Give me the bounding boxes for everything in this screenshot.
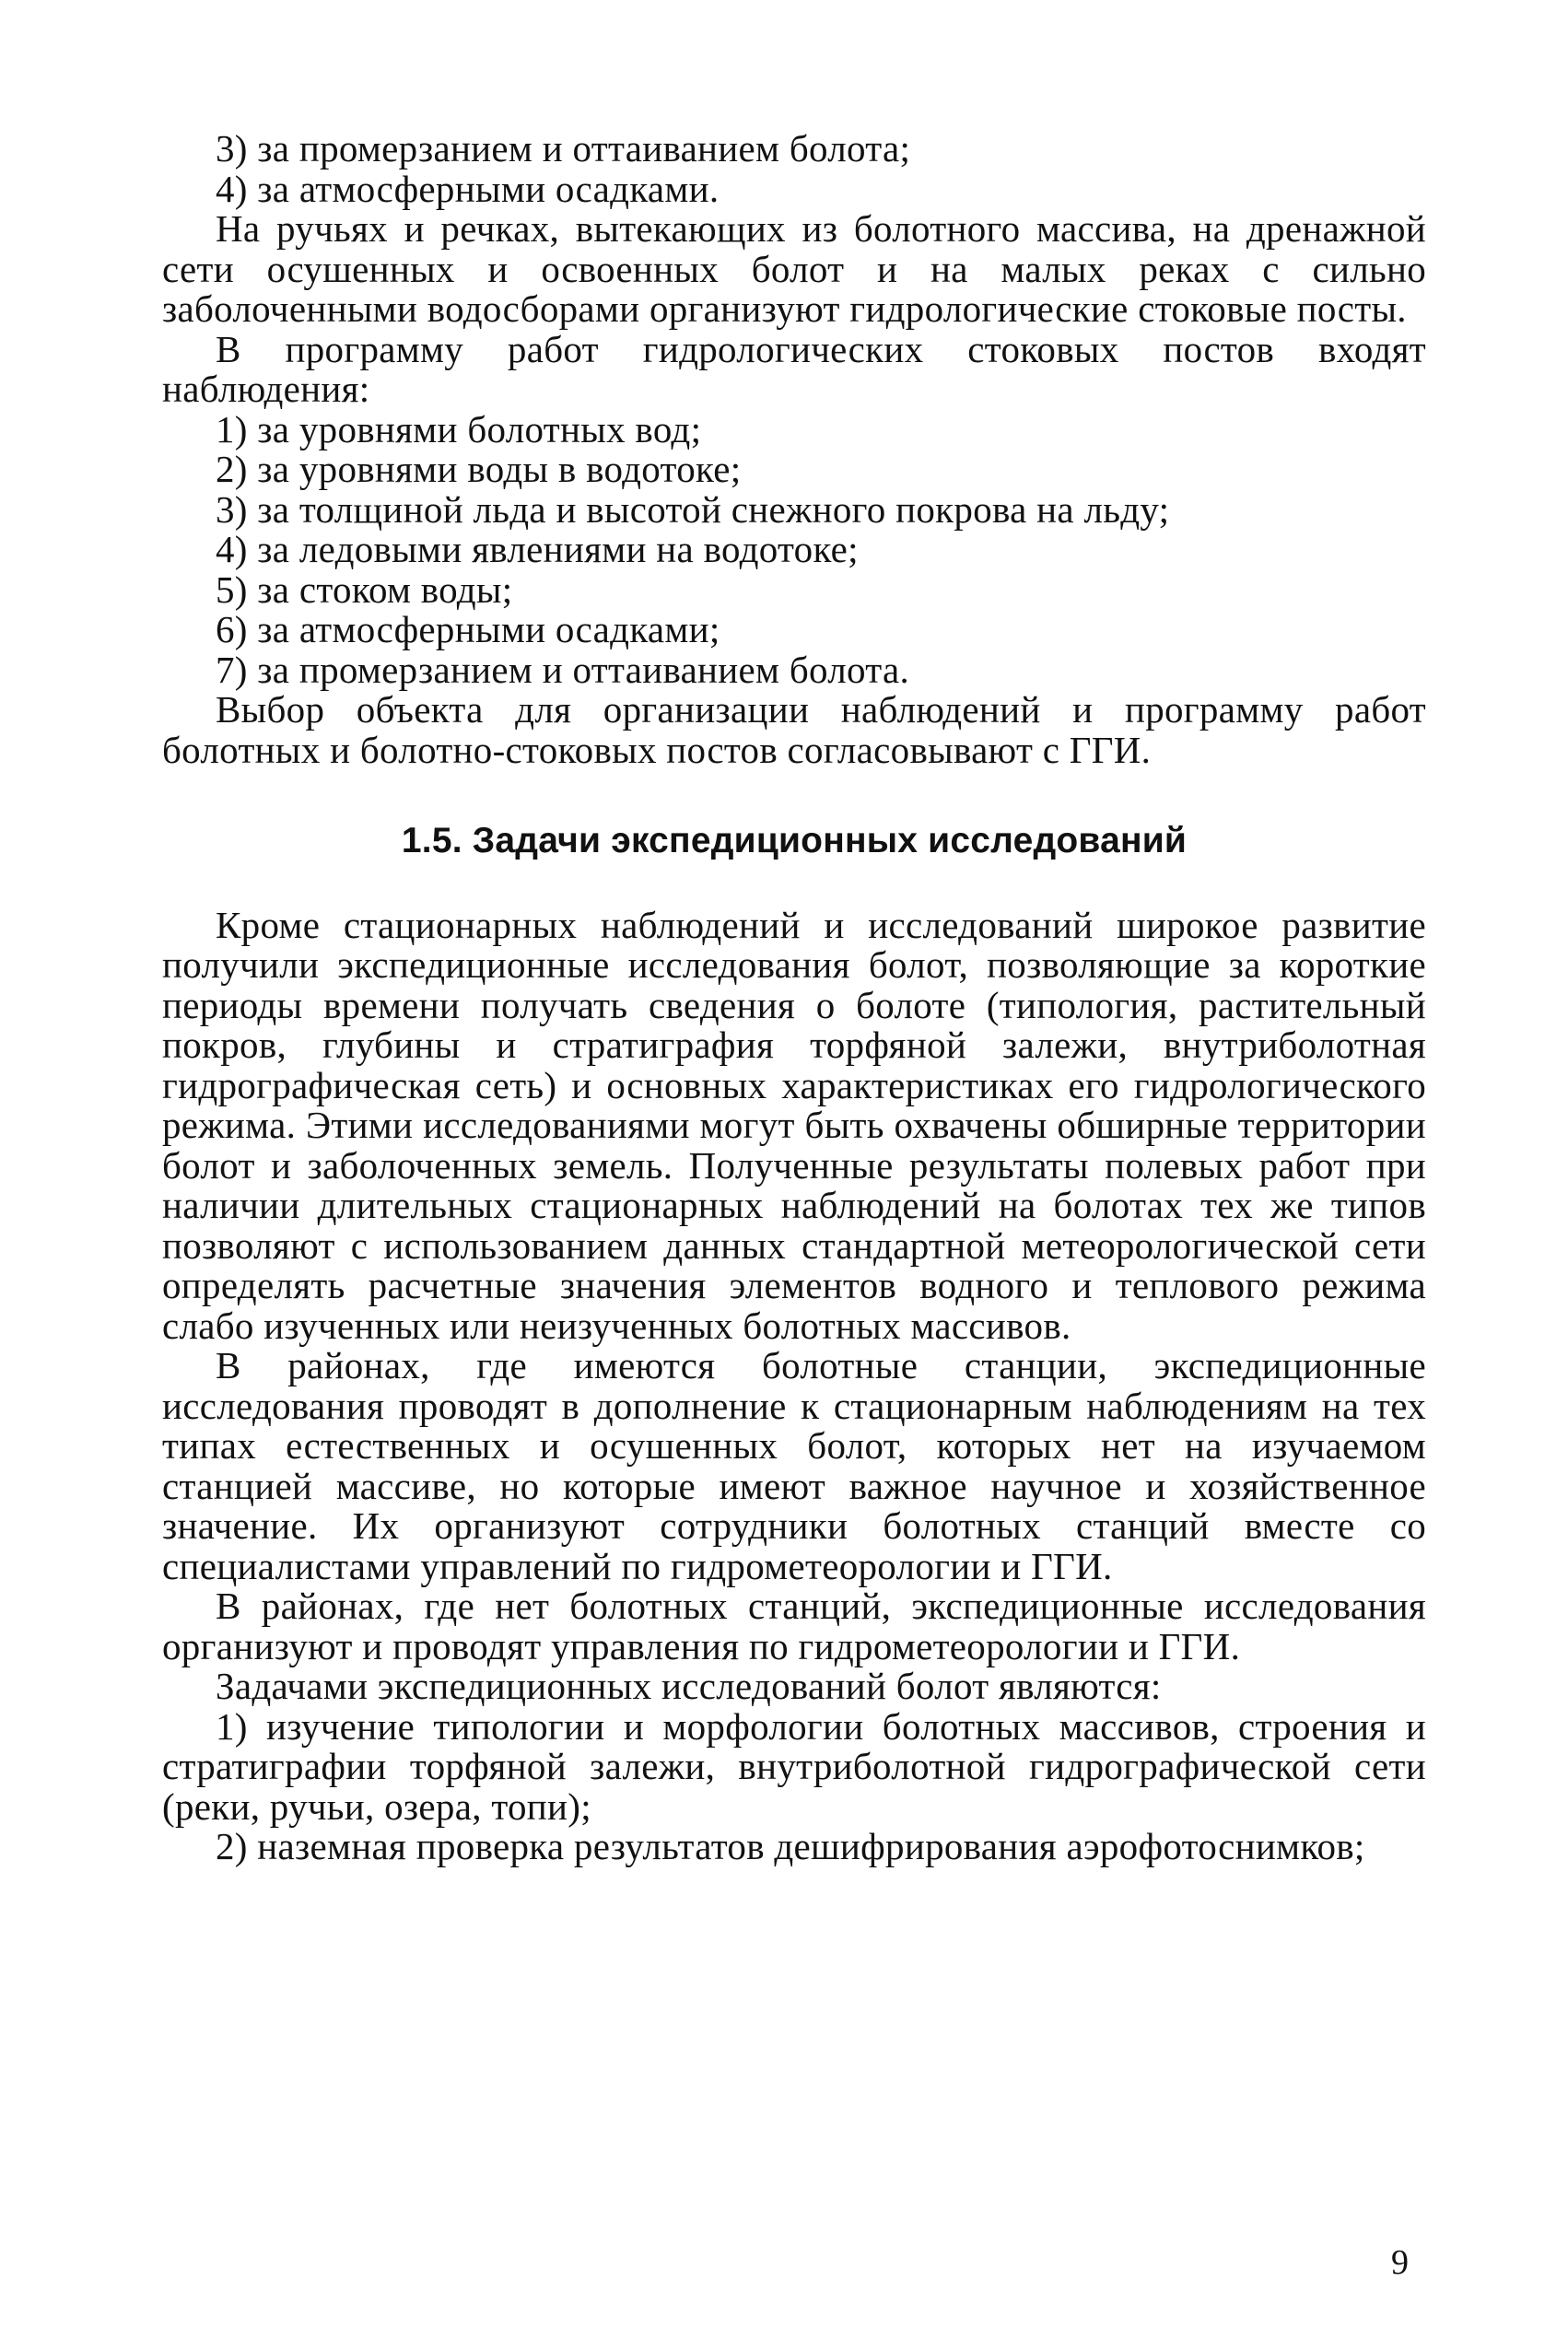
paragraph-no-stations: В районах, где нет болотных станций, экспедиционные исследования организуют и проводят управления по гидрометеорологии и ГГИ.	[162, 1585, 1426, 1667]
program-list-item: 3) за толщиной льда и высотой снежного покрова на льду;	[216, 487, 1170, 531]
paragraph-tasks: Задачами экспедиционных исследований болот являются:	[216, 1665, 1162, 1707]
tasks-list-item: 1) изучение типологии и морфологии болотных массивов, строения и стратиграфии торфяной залежи, внутриболотной гидрографической сети (реки, ручьи, озера, топи);	[162, 1704, 1426, 1828]
page-number: 9	[1391, 2243, 1409, 2282]
list-item: 4) за атмосферными осадками.	[216, 167, 720, 210]
paragraph-program: В программу работ гидрологических стоковых постов входят наблюдения:	[162, 327, 1426, 410]
page-body	[162, 129, 1426, 1867]
list-item: 3) за промерзанием и оттаиванием болота;	[216, 127, 911, 170]
program-list-item: 6) за атмосферными осадками;	[216, 608, 720, 650]
paragraph-streams: На ручьях и речках, вытекающих из болотного массива, на дренажной сети осушенных и освоенных болот и на малых реках с сильно заболоченными водосборами организуют гидрологические стоковые посты.	[162, 207, 1426, 330]
program-list-item: 1) за уровнями болотных вод;	[216, 407, 702, 450]
program-list-item: 2) за уровнями воды в водотоке;	[216, 448, 742, 490]
paragraph-stations: В районах, где имеются болотные станции, экспедиционные исследования проводят в дополнение к стационарным наблюдениям на тех типах естественных и осушенных болот, которых нет на изучаемом станцией массиве, но которые имеют важное научное и хозяйственное значение. Их организуют сотрудники болотных станций вместе со специалистами управлений по гидрометеорологии и ГГИ.	[162, 1344, 1426, 1587]
paragraph-choice: Выбор объекта для организации наблюдений и программу работ болотных и болотно-стоковых постов согласовывают с ГГИ.	[162, 688, 1426, 771]
tasks-list-item: 2) наземная проверка результатов дешифрирования аэрофотоснимков;	[216, 1825, 1365, 1867]
section-heading: 1.5. Задачи экспедиционных исследований	[401, 821, 1188, 860]
program-list-item: 4) за ледовыми явлениями на водотоке;	[216, 528, 859, 570]
program-list-item: 5) за стоком воды;	[216, 567, 513, 611]
program-list-item: 7) за промерзанием и оттаиванием болота.	[216, 648, 910, 691]
paragraph-intro: Кроме стационарных наблюдений и исследований широкое развитие получили экспедиционные исследования болот, позволяющие за короткие периоды времени получать сведения о болоте (типология, растительный покров, глубины и стратиграфия торфяной залежи, внутриболотная гидрографическая сеть) и основных характеристиках его гидрологического режима. Этими исследованиями могут быть охвачены обширные территории болот и заболоченных земель. Полученные результаты полевых работ при наличии длительных стационарных наблюдений на болотах тех же типов позволяют с использованием данных стандартной метеорологической сети определять расчетные значения элементов водного и теплового режима слабо изученных или неизученных болотных массивов.	[162, 903, 1426, 1347]
